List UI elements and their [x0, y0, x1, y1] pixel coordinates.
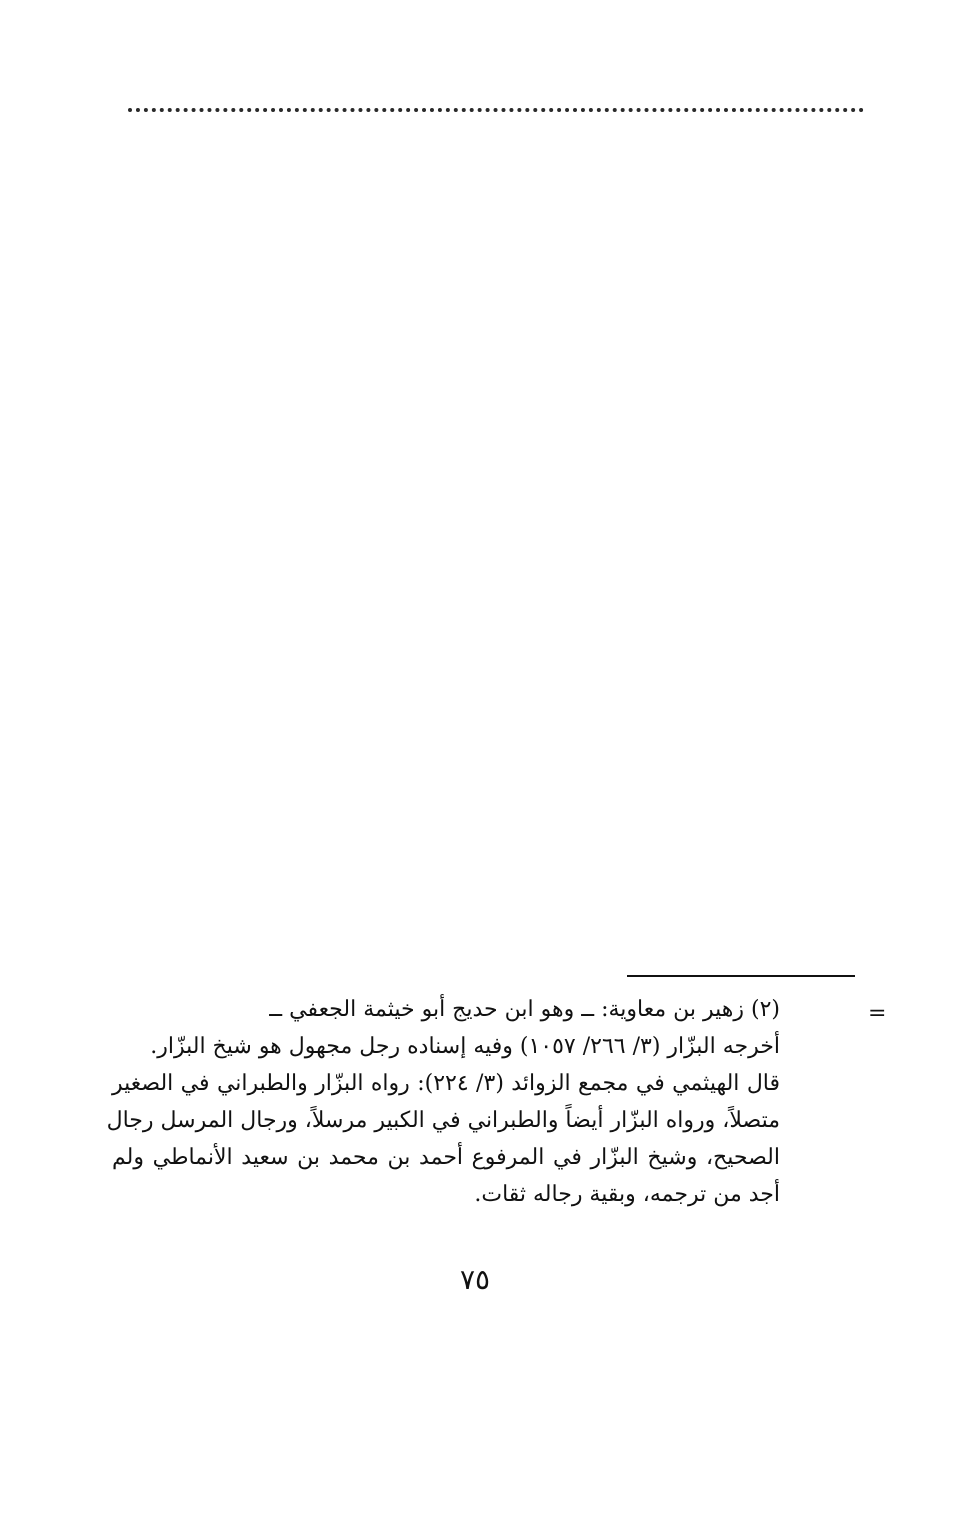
footnote-line-4: متصلاً، ورواه البزّار أيضاً والطبراني في الكبير مرسلاً، ورجال المرسل رجال: [106, 1108, 780, 1133]
footnote-line-1: (٢) زهير بن معاوية: ــ وهو ابن حديج أبو خيثمة الجعفي ــ: [269, 997, 780, 1022]
page-number: ٧٥: [459, 1263, 491, 1296]
footnote-block: [106, 991, 781, 1213]
dotted-separator: [128, 108, 864, 112]
footnote-line-6: أجد من ترجمه، وبقية رجاله ثقات.: [474, 1182, 780, 1207]
footnote-line-2: أخرجه البزّار (٣/ ٢٦٦/ ١٠٥٧) وفيه إسناده رجل مجهول هو شيخ البزّار.: [150, 1034, 780, 1059]
continuation-mark: =: [868, 1001, 887, 1026]
footnote-line-3: قال الهيثمي في مجمع الزوائد (٣/ ٢٢٤): رواه البزّار والطبراني في الصغير: [112, 1071, 781, 1096]
footnote-separator-line: [627, 975, 855, 977]
footnote-line-5: الصحيح، وشيخ البزّار في المرفوع أحمد بن محمد بن سعيد الأنماطي ولم: [112, 1145, 780, 1170]
